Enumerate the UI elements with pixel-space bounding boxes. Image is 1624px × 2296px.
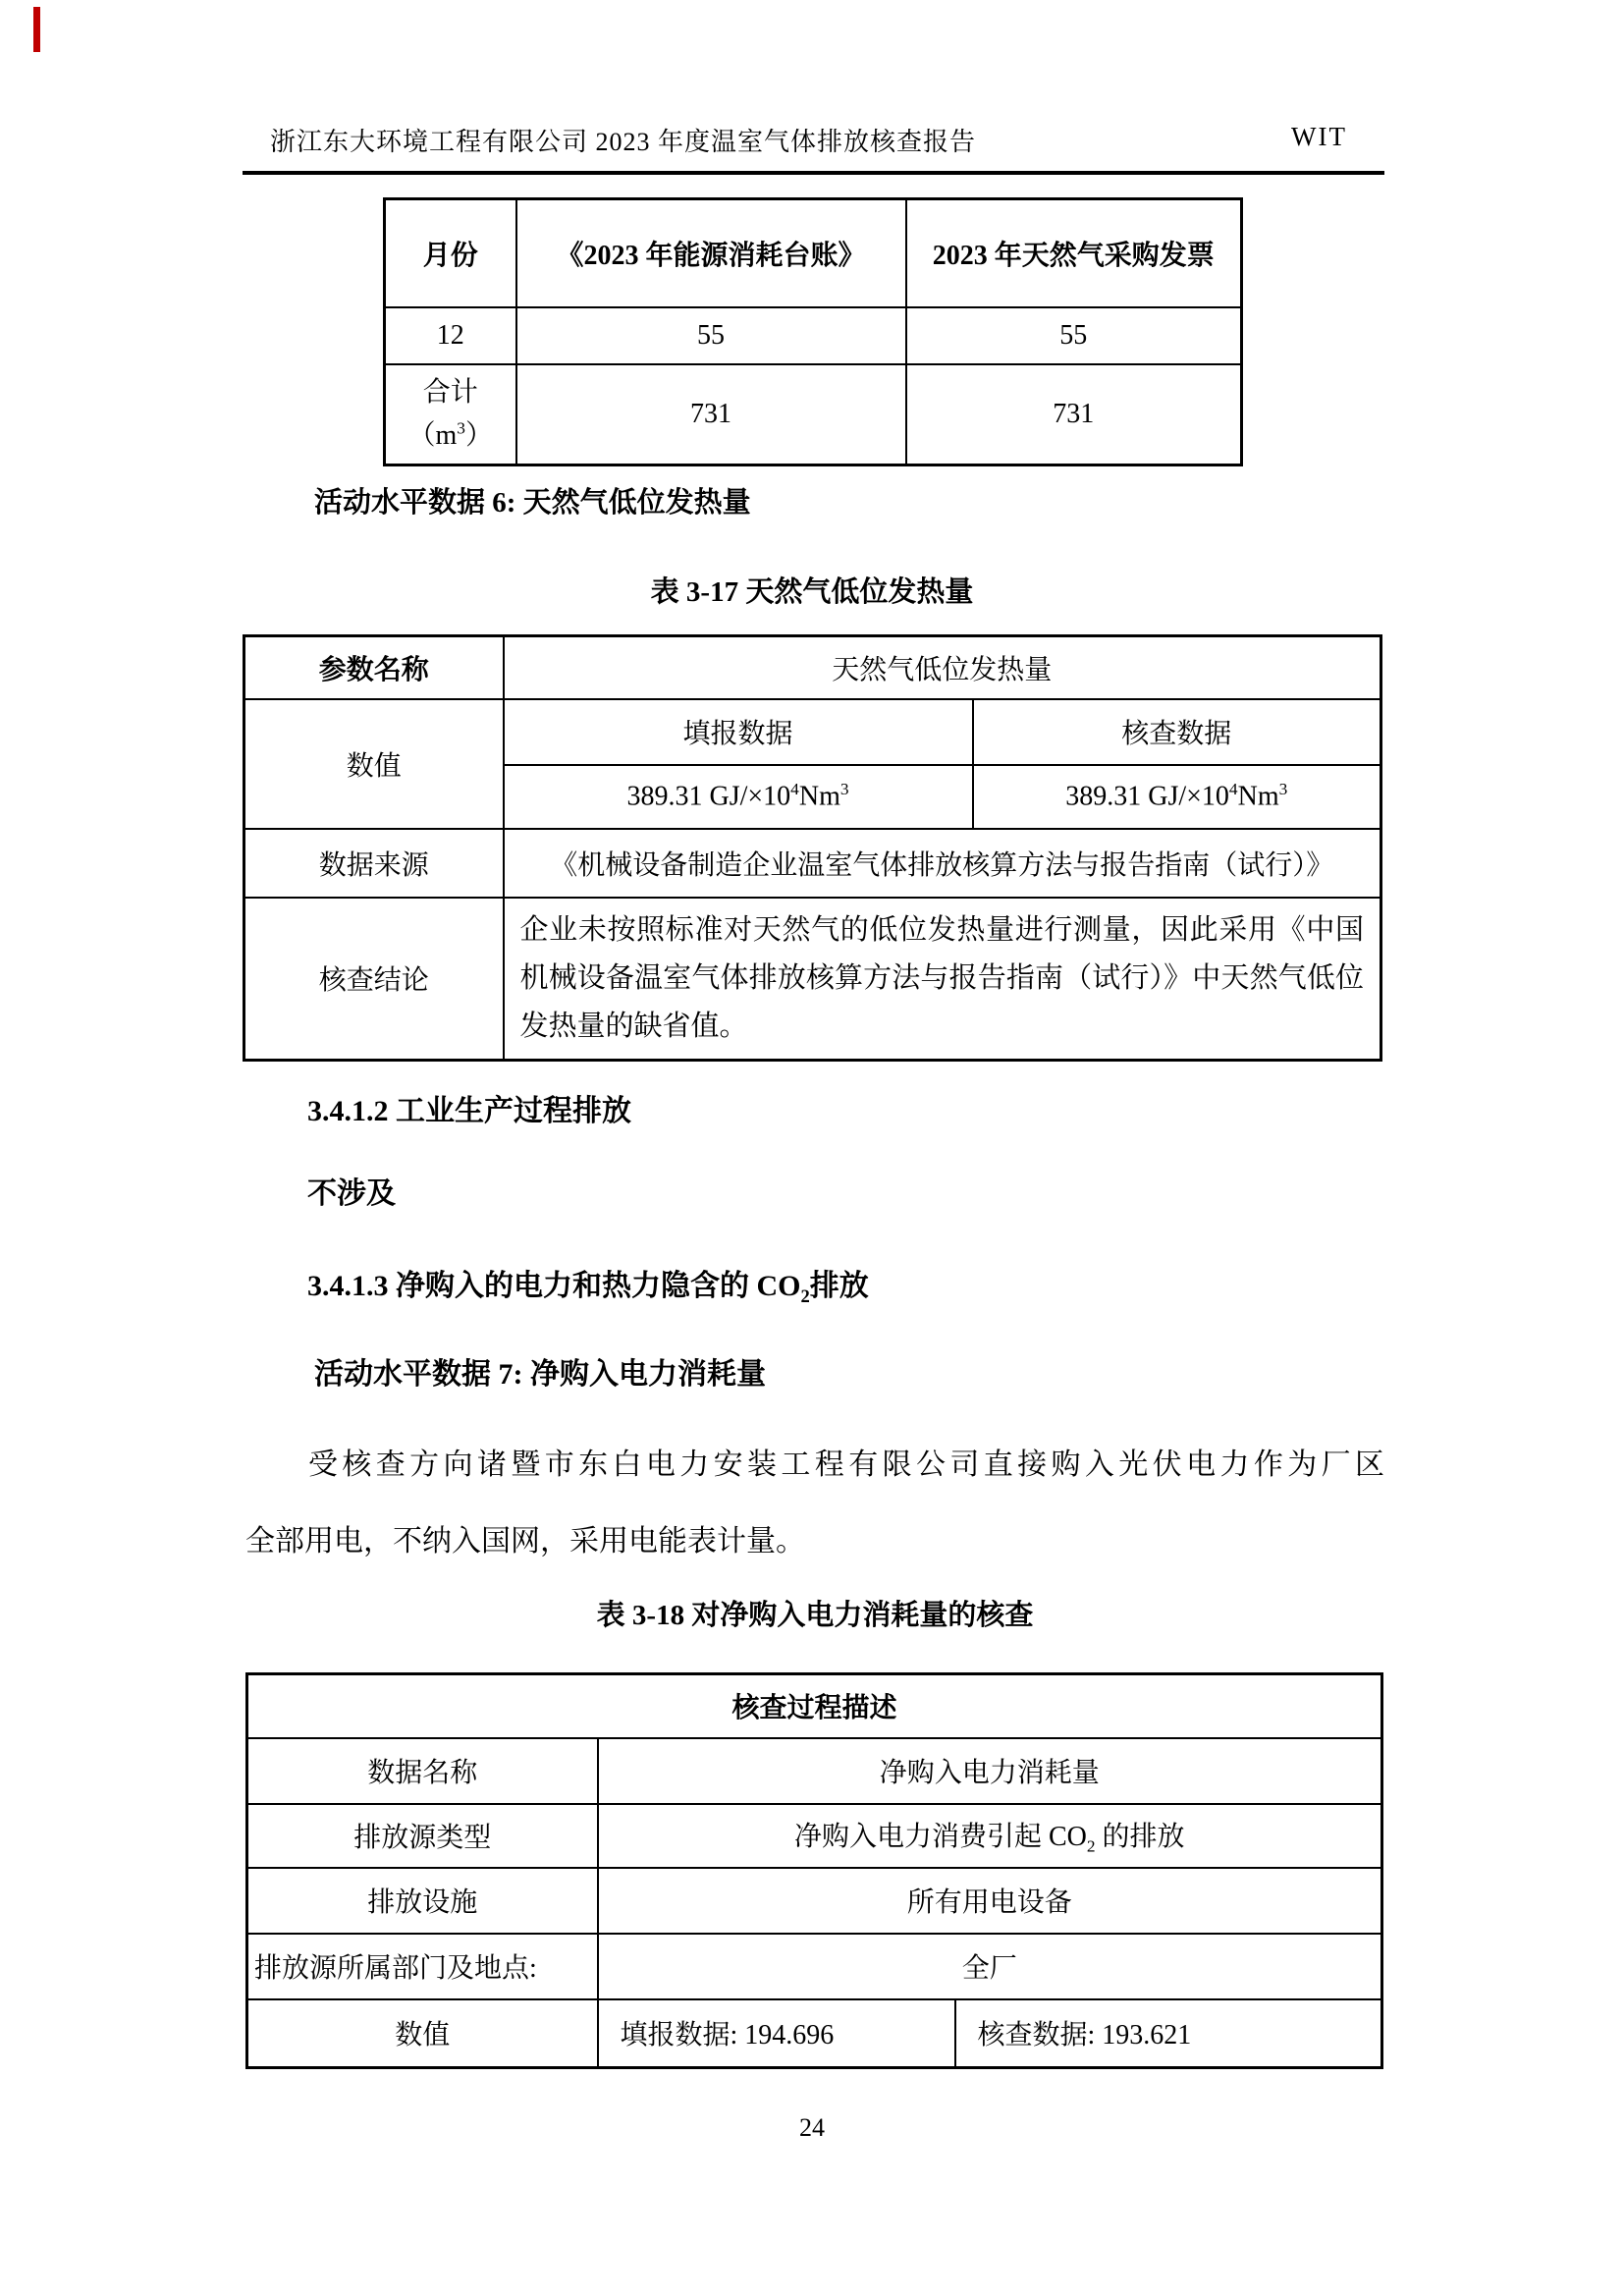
header-title: 浙江东大环境工程有限公司 2023 年度温室气体排放核查报告	[270, 128, 977, 156]
value-row-label: 数值	[247, 1999, 598, 2068]
red-pen-mark	[33, 7, 40, 52]
emission-facility-value: 所有用电设备	[598, 1868, 1382, 1934]
table-row	[247, 1934, 1382, 1999]
gas-col-header-invoice: 2023 年天然气采购发票	[906, 199, 1242, 307]
emission-source-type-value: 净购入电力消费引起 $CO_2$ 的排放	[598, 1804, 1382, 1868]
table-3-18	[245, 1672, 1383, 2069]
emission-facility-label: 排放设施	[247, 1868, 598, 1934]
gas-col-header-ledger: 《2023 年能源消耗台账》	[516, 199, 906, 307]
section-3-4-1-2-heading: 3.4.1.2 工业生产过程排放	[307, 1095, 631, 1127]
data-name-label: 数据名称	[247, 1738, 598, 1804]
value-label: 数值	[244, 699, 504, 829]
param-name-value: 天然气低位发热量	[504, 636, 1381, 699]
verified-heat-value: 389.31 $GJ/\times 10^4Nm^3$	[973, 765, 1381, 829]
table-row	[385, 364, 1242, 465]
emission-department-value: 全厂	[598, 1934, 1382, 1999]
table-row	[247, 1738, 1382, 1804]
table-3-17	[243, 634, 1382, 1062]
not-involved-text: 不涉及	[307, 1177, 396, 1210]
table-3-17-caption: 表 3-17 天然气低位发热量	[650, 576, 974, 608]
conclusion-value: 企业未按照标准对天然气的低位发热量进行测量，因此采用《中国机械设备温室气体排放核算方法与报告指南（试行）》中天然气低位发热量的缺省值。	[504, 898, 1381, 1061]
table-row	[244, 898, 1381, 1061]
body-paragraph-line-2: 全部用电，不纳入国网，采用电能表计量。	[245, 1525, 805, 1558]
gas-month-cell: 12	[385, 307, 516, 364]
activity-data-7-heading: 活动水平数据 7: 净购入电力消耗量	[314, 1358, 766, 1391]
page-number: 24	[799, 2113, 825, 2142]
header-logo-text: WIT	[1291, 122, 1347, 151]
data-name-value: 净购入电力消耗量	[598, 1738, 1382, 1804]
gas-total-label-cell	[385, 364, 516, 465]
data-source-label: 数据来源	[244, 829, 504, 898]
reported-electricity-value: 填报数据: 194.696	[598, 1999, 955, 2068]
gas-ledger-cell: 55	[516, 307, 906, 364]
table-row	[244, 636, 1381, 699]
gas-total-invoice-cell: 731	[906, 364, 1242, 465]
table-row	[247, 1804, 1382, 1868]
section-3-4-1-3-heading: 3.4.1.3 净购入的电力和热力隐含的 $CO_2$排放	[307, 1270, 869, 1307]
header-rule	[243, 171, 1384, 175]
gas-total-ledger-cell: 731	[516, 364, 906, 465]
table-row	[247, 1868, 1382, 1934]
table-row	[385, 199, 1242, 307]
table-row	[385, 307, 1242, 364]
table-row	[244, 829, 1381, 898]
body-paragraph-line-1: 受核查方向诸暨市东白电力安装工程有限公司直接购入光伏电力作为厂区	[308, 1449, 1384, 1481]
total-unit: $(m^3)$	[407, 419, 493, 452]
natural-gas-table	[383, 197, 1243, 466]
verified-data-header: 核查数据	[973, 699, 1381, 765]
param-name-label: 参数名称	[244, 636, 504, 699]
table-row	[244, 699, 1381, 765]
emission-source-type-label: 排放源类型	[247, 1804, 598, 1868]
data-source-value: 《机械设备制造企业温室气体排放核算方法与报告指南（试行）》	[504, 829, 1381, 898]
reported-heat-value: 389.31 $GJ/\times 10^4Nm^3$	[504, 765, 973, 829]
table-row	[247, 1999, 1382, 2068]
reported-data-header: 填报数据	[504, 699, 973, 765]
gas-col-header-month: 月份	[385, 199, 516, 307]
verification-process-header: 核查过程描述	[247, 1674, 1382, 1738]
activity-data-6-heading: 活动水平数据 6: 天然气低位发热量	[314, 487, 751, 519]
emission-department-label: 排放源所属部门及地点:	[247, 1934, 598, 1999]
table-3-18-caption: 表 3-18 对净购入电力消耗量的核查	[596, 1600, 1034, 1631]
table-row	[247, 1674, 1382, 1738]
total-label: 合计	[422, 377, 478, 409]
conclusion-label: 核查结论	[244, 898, 504, 1061]
verified-electricity-value: 核查数据: 193.621	[955, 1999, 1382, 2068]
gas-invoice-cell: 55	[906, 307, 1242, 364]
